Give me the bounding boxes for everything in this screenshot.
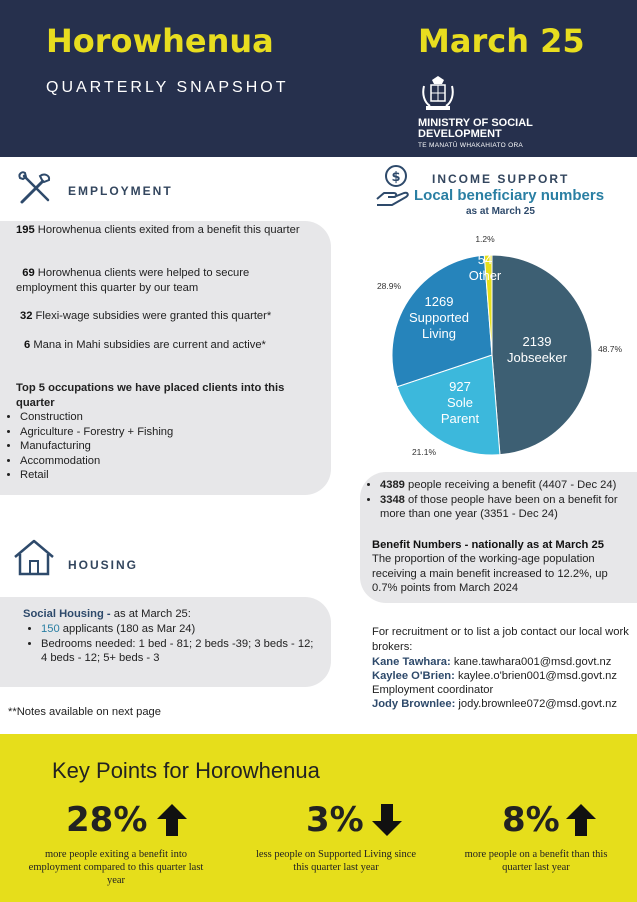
list-item: • Bedrooms needed: 1 bed - 81; 2 beds -39; 3 beds - 12; 4 beds - 12; 5+ beds - 3 <box>41 637 316 666</box>
benefit-panel <box>360 472 637 603</box>
national-benefit-heading: Benefit Numbers - nationally as at March 25 <box>372 539 604 551</box>
sole-parent-percent-label: 21.1% <box>411 447 437 457</box>
employment-stat-helped: 69 Horowhenua clients were helped to secure employment this quarter by our team <box>16 267 250 294</box>
contact-kaylee: Kaylee O'Brien: kaylee.o'brien001@msd.govt.nz <box>372 670 618 682</box>
list-item: • Agriculture - Forestry + Fishing <box>20 425 320 440</box>
other-name-label: Other <box>468 268 502 283</box>
house-icon <box>12 537 56 577</box>
notes-text: **Notes available on next page <box>8 706 162 718</box>
key-point-2-desc: less people on Supported Living since this quarter last year <box>255 849 417 873</box>
key-point-3-desc: more people on a benefit than this quarter last year <box>464 849 608 873</box>
sole-parent-name-label-2: Parent <box>440 411 480 426</box>
tools-icon <box>16 170 54 208</box>
ministry-maori-name: TE MANATŪ WHAKAHIATO ORA <box>418 142 524 149</box>
national-benefit-text: The proportion of the working-age population receiving a main benefit increased to 12.2%, up 0.7% points from March 2024 <box>372 553 608 594</box>
key-points-footer <box>0 734 637 902</box>
ministry-name-line1: MINISTRY OF SOCIAL <box>418 117 533 129</box>
occupations-heading: Top 5 occupations we have placed clients into this quarter <box>16 382 285 409</box>
social-housing-heading: Social Housing - as at March 25: <box>23 608 191 620</box>
employment-label: EMPLOYMENT <box>68 184 173 198</box>
benefit-list <box>362 478 637 522</box>
key-point-3 <box>502 800 598 840</box>
housing-panel <box>0 597 331 687</box>
housing-label: HOUSING <box>68 558 139 572</box>
list-item: • Accommodation <box>20 454 320 469</box>
arrow-up-icon <box>564 802 598 838</box>
subtitle: QUARTERLY SNAPSHOT <box>46 79 289 96</box>
period-title: March 25 <box>418 22 585 60</box>
jobseeker-percent-label: 48.7% <box>597 344 623 354</box>
list-item: • 4389 people receiving a benefit (4407 - Dec 24) <box>380 478 637 493</box>
housing-list <box>23 622 316 666</box>
list-item: • 3348 of those people have been on a benefit for more than one year (3351 - Dec 24) <box>380 493 637 522</box>
list-item: • Construction <box>20 410 320 425</box>
employment-stat-flexiwage: 32 Flexi-wage subsidies were granted this quarter* <box>20 310 272 322</box>
chart-subtitle: as at March 25 <box>466 206 535 217</box>
employment-panel <box>0 221 331 495</box>
employment-stat-mana-in-mahi: 6 Mana in Mahi subsidies are current and active* <box>24 339 266 351</box>
occupations-list <box>2 410 320 483</box>
list-item: • 150 applicants (180 as Mar 24) <box>41 622 316 637</box>
contacts-intro: For recruitment or to list a job contact our local work brokers: <box>372 626 629 653</box>
key-point-1-value: 28% <box>66 800 148 840</box>
other-value-label: 54 <box>477 252 493 267</box>
arrow-down-icon <box>370 802 404 838</box>
supported-living-name-label-1: Supported <box>409 310 469 325</box>
ministry-name-line2: DEVELOPMENT <box>418 128 502 140</box>
contact-kane: Kane Tawhara: kane.tawhara001@msd.govt.nz <box>372 656 612 668</box>
supported-living-percent-label: 28.9% <box>376 281 402 291</box>
key-point-1-desc: more people exiting a benefit into employment compared to this quarter last year <box>28 849 204 886</box>
key-point-2-value: 3% <box>306 800 364 840</box>
contact-jody: Jody Brownlee: jody.brownlee072@msd.govt.nz <box>372 698 617 710</box>
supported-living-value-label: 1269 <box>424 294 454 309</box>
sole-parent-name-label-1: Sole <box>446 395 474 410</box>
supported-living-name-label-2: Living <box>422 326 456 341</box>
coat-of-arms-icon <box>418 74 458 114</box>
employment-stat-exits: 195 Horowhenua clients exited from a benefit this quarter <box>16 224 300 236</box>
sole-parent-value-label: 927 <box>449 379 471 394</box>
other-percent-label: 1.2% <box>475 234 495 244</box>
chart-title: Local beneficiary numbers <box>414 187 605 204</box>
key-point-3-value: 8% <box>502 800 560 840</box>
coordinator-role: Employment coordinator <box>372 684 494 696</box>
jobseeker-name-label: Jobseeker <box>507 350 567 365</box>
jobseeker-value-label: 2139 <box>522 334 552 349</box>
svg-text:$: $ <box>391 170 401 185</box>
key-points-title: Key Points for Horowhenua <box>52 758 320 783</box>
list-item: • Manufacturing <box>20 439 320 454</box>
beneficiary-pie-chart <box>364 228 637 464</box>
list-item: • Retail <box>20 468 320 483</box>
region-title: Horowhenua <box>46 22 274 60</box>
income-support-label: INCOME SUPPORT <box>432 172 570 186</box>
money-hand-icon <box>374 163 414 209</box>
key-point-1 <box>66 800 189 840</box>
key-point-2 <box>306 800 404 840</box>
header-banner <box>0 0 637 157</box>
arrow-up-icon <box>155 802 189 838</box>
